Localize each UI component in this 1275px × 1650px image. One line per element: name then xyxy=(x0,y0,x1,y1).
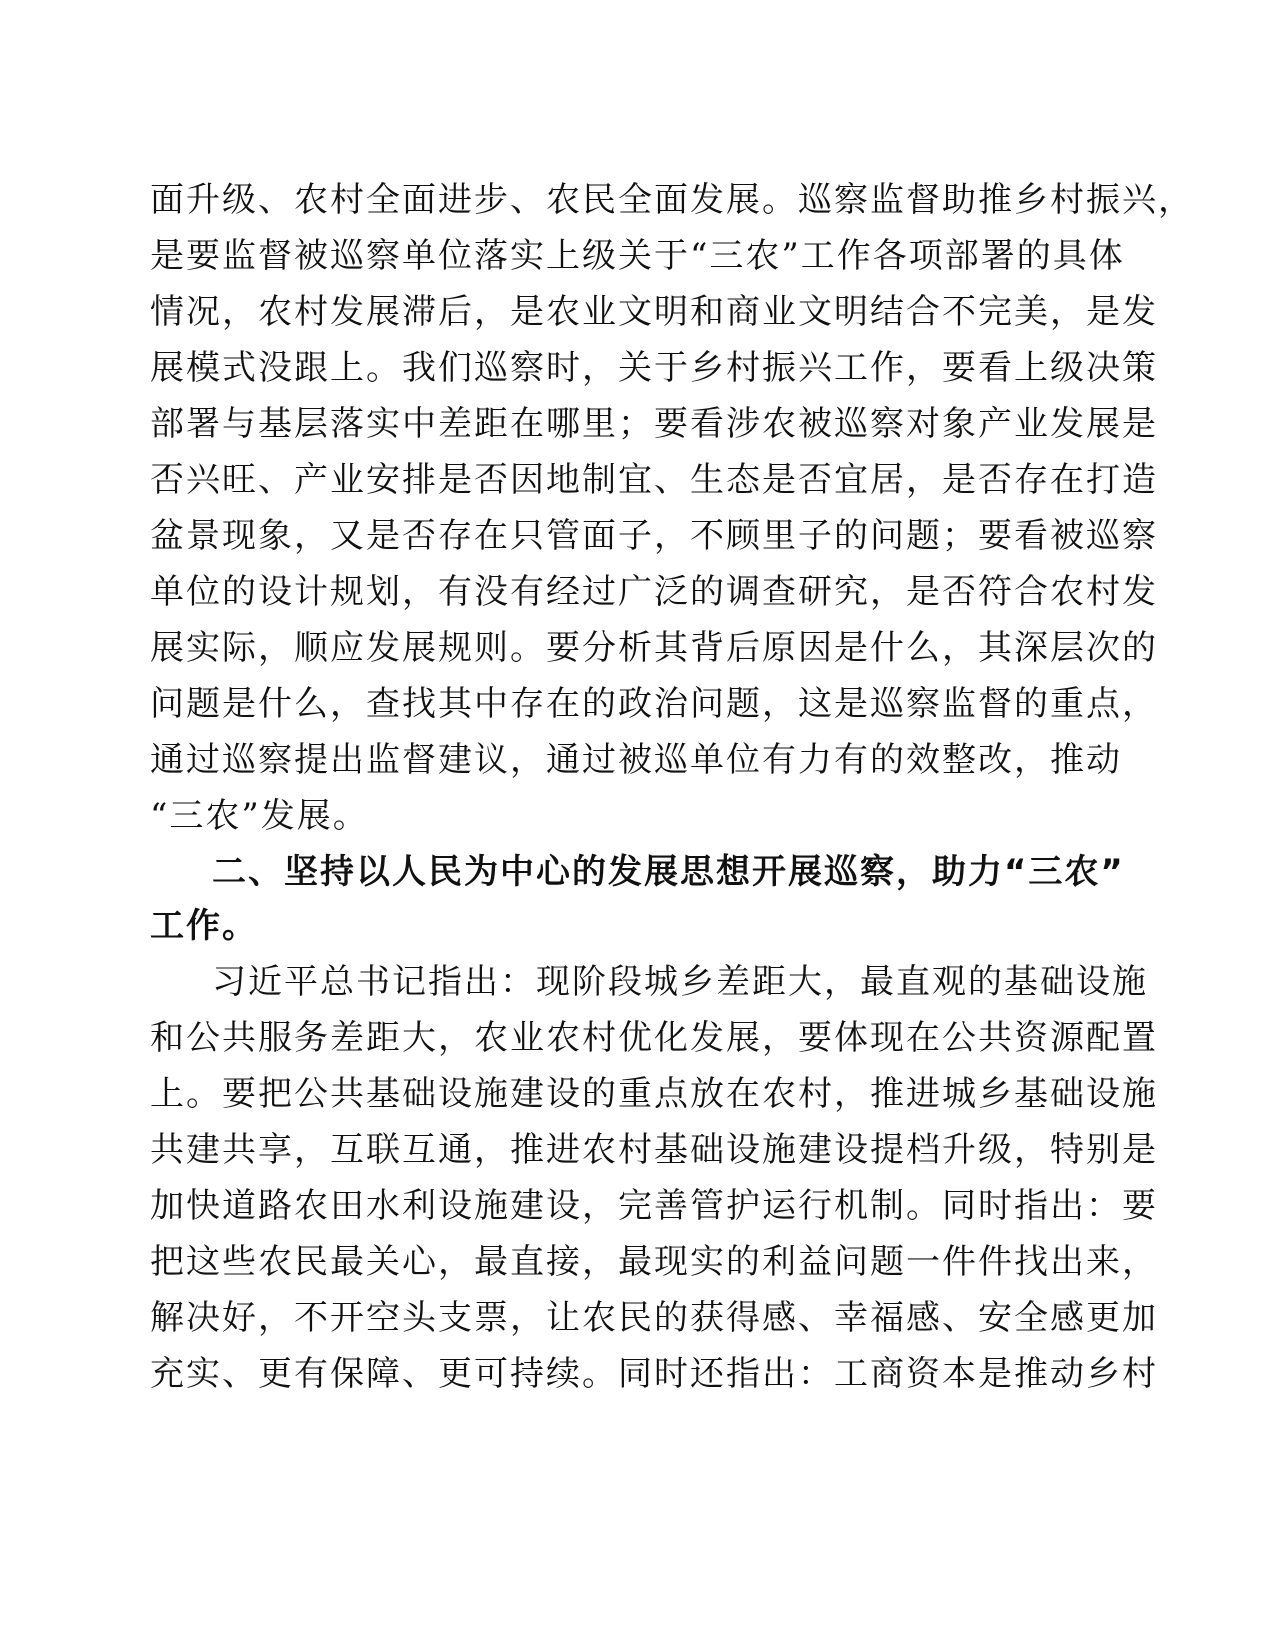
paragraph-line: 加快道路农田水利设施建设，完善管护运行机制。同时指出：要 xyxy=(150,1186,1158,1226)
paragraph-line: 和公共服务差距大，农业农村优化发展，要体现在公共资源配置 xyxy=(150,1018,1158,1058)
paragraph-line: 部署与基层落实中差距在哪里；要看涉农被巡察对象产业发展是 xyxy=(150,404,1158,444)
paragraph-line: 把这些农民最关心，最直接，最现实的利益问题一件件找出来， xyxy=(150,1242,1158,1282)
paragraph-line: 展模式没跟上。我们巡察时，关于乡村振兴工作，要看上级决策 xyxy=(150,348,1158,388)
paragraph-line: 情况，农村发展滞后，是农业文明和商业文明结合不完美，是发 xyxy=(150,292,1158,332)
heading-line: 工作。 xyxy=(150,906,258,946)
heading-line: 二、坚持以人民为中心的发展思想开展巡察，助力“三农” xyxy=(212,852,1125,892)
paragraph-line: 共建共享，互联互通，推进农村基础设施建设提档升级，特别是 xyxy=(150,1130,1158,1170)
paragraph-line: 盆景现象，又是否存在只管面子，不顾里子的问题；要看被巡察 xyxy=(150,516,1158,556)
paragraph-line: 问题是什么，查找其中存在的政治问题，这是巡察监督的重点， xyxy=(150,684,1158,724)
paragraph-line: 解决好，不开空头支票，让农民的获得感、幸福感、安全感更加 xyxy=(150,1298,1158,1338)
paragraph-line: 单位的设计规划，有没有经过广泛的调查研究，是否符合农村发 xyxy=(150,572,1158,612)
paragraph-line: 习近平总书记指出：现阶段城乡差距大，最直观的基础设施 xyxy=(212,962,1148,1002)
paragraph-line: 充实、更有保障、更可持续。同时还指出：工商资本是推动乡村 xyxy=(150,1354,1158,1394)
paragraph-line: 通过巡察提出监督建议，通过被巡单位有力有的效整改，推动 xyxy=(150,740,1122,780)
paragraph-line: 上。要把公共基础设施建设的重点放在农村，推进城乡基础设施 xyxy=(150,1074,1158,1114)
paragraph-line: 否兴旺、产业安排是否因地制宜、生态是否宜居，是否存在打造 xyxy=(150,460,1158,500)
paragraph-line: “三农”发展。 xyxy=(150,796,369,836)
paragraph-line: 展实际，顺应发展规则。要分析其背后原因是什么，其深层次的 xyxy=(150,628,1158,668)
paragraph-line: 是要监督被巡察单位落实上级关于“三农”工作各项部署的具体 xyxy=(150,236,1125,276)
paragraph-line: 面升级、农村全面进步、农民全面发展。巡察监督助推乡村振兴， xyxy=(150,180,1194,220)
